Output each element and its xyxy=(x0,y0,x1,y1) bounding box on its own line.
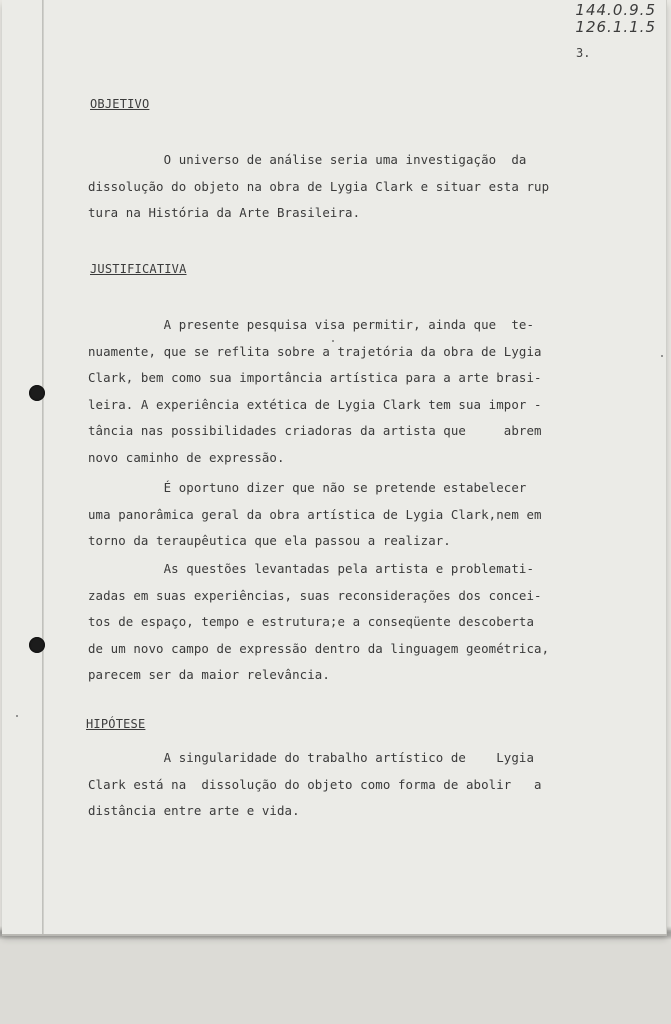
punch-hole-top xyxy=(29,385,45,401)
text-line: O universo de análise seria uma investigação da xyxy=(88,152,527,167)
text-line: distância entre arte e vida. xyxy=(88,803,300,818)
typewritten-page xyxy=(2,0,667,934)
paragraph-objetivo xyxy=(88,147,584,227)
paragraph-justificativa-3 xyxy=(88,556,584,689)
archive-reference-code-1: 144.0.9.5 xyxy=(575,1,656,19)
paragraph-hipotese xyxy=(88,745,584,825)
text-line: parecem ser da maior relevância. xyxy=(88,667,330,682)
text-line: nuamente, que se reflita sobre a trajetória da obra de Lygia xyxy=(88,343,542,359)
paragraph-justificativa-2 xyxy=(88,475,584,555)
text-line: de um novo campo de expressão dentro da linguagem geométrica, xyxy=(88,640,550,656)
section-heading-justificativa: JUSTIFICATIVA xyxy=(90,262,187,276)
text-line: As questões levantadas pela artista e problemati- xyxy=(88,561,535,576)
text-line: tos de espaço, tempo e estrutura;e a conseqüente descoberta xyxy=(88,614,535,629)
paragraph-justificativa-1 xyxy=(88,312,584,471)
page-number: 3. xyxy=(576,46,591,60)
section-heading-objetivo: OBJETIVO xyxy=(90,97,150,111)
text-line: Clark, bem como sua importância artística para a arte brasi- xyxy=(88,370,542,385)
text-line: tura na História da Arte Brasileira. xyxy=(88,205,361,220)
section-heading-hipotese: HIPÓTESE xyxy=(86,717,146,731)
ink-speck xyxy=(16,715,18,717)
text-line: Clark está na dissolução do objeto como forma de abolir a xyxy=(88,776,542,792)
text-line: É oportuno dizer que não se pretende estabelecer xyxy=(88,480,527,495)
binding-fold-line xyxy=(42,0,44,934)
text-line: dissolução do objeto na obra de Lygia Clark e situar esta rup xyxy=(88,178,550,194)
text-line: uma panorâmica geral da obra artística de Lygia Clark,nem em xyxy=(88,506,542,522)
text-line: A presente pesquisa visa permitir, ainda que te- xyxy=(88,317,535,332)
ink-speck xyxy=(332,340,334,342)
text-line: torno da teraupêutica que ela passou a realizar. xyxy=(88,533,451,548)
text-line: tância nas possibilidades criadoras da artista que abrem xyxy=(88,423,542,438)
text-line: A singularidade do trabalho artístico de Lygia xyxy=(88,750,535,765)
text-line: leira. A experiência extética de Lygia Clark tem sua impor - xyxy=(88,396,542,412)
punch-hole-bottom xyxy=(29,637,45,653)
scan-background xyxy=(0,930,671,1024)
text-line: novo caminho de expressão. xyxy=(88,449,285,465)
archive-reference-code-2: 126.1.1.5 xyxy=(575,18,656,36)
text-line: zadas em suas experiências, suas reconsiderações dos concei- xyxy=(88,587,542,603)
ink-speck xyxy=(661,355,663,357)
